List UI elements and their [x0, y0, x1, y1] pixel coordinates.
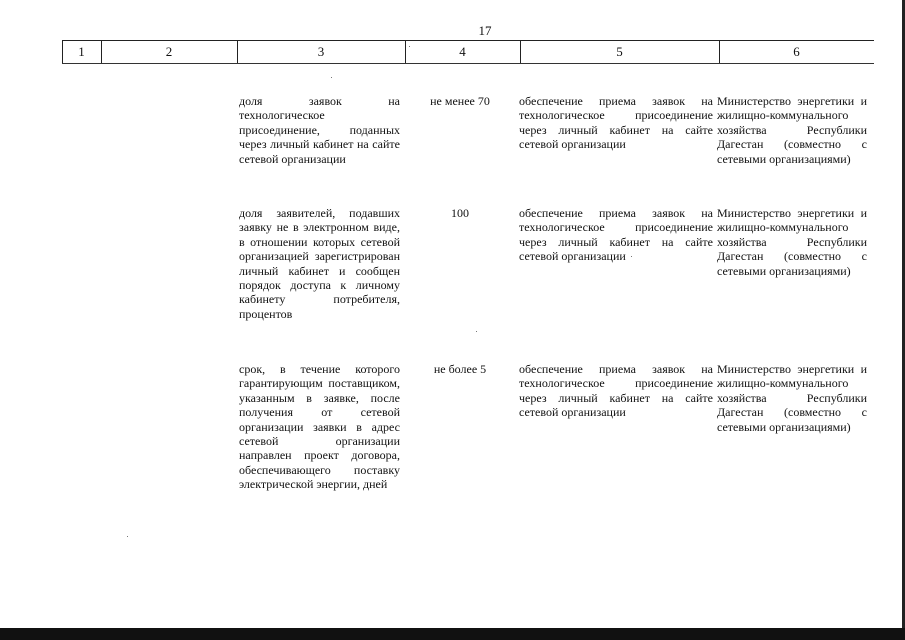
- column-header-5: 5: [616, 44, 623, 59]
- row-1-responsible: Министерство энергетики и жилищно-коммунального хозяйства Республики Дагестан (совместно с сетевыми организациями): [717, 94, 867, 166]
- row-2-responsible: Министерство энергетики и жилищно-коммунального хозяйства Республики Дагестан (совместно с сетевыми организациями): [717, 206, 867, 278]
- scan-speck: [127, 536, 128, 537]
- row-2-measure: обеспечение приема заявок на технологическое присоединение через личный кабинет на сайте сетевой организации: [519, 206, 713, 264]
- column-header-2: 2: [165, 44, 173, 59]
- page-number: 17: [478, 23, 492, 38]
- row-2-value: 100: [451, 206, 469, 220]
- scan-speck: [409, 46, 410, 47]
- row-1-value: не менее 70: [430, 94, 490, 108]
- row-3-indicator: срок, в течение которого гарантирующим поставщиком, указанным в заявке, после получения от сетевой организации заявки в адрес сетевой организации направлен проект договора, обеспечивающего поставку электрической энергии, дней: [239, 362, 400, 492]
- row-2-indicator: доля заявителей, подавших заявку не в электронном виде, в отношении которых сетевой организацией зарегистрирован личный кабинет и сообщен порядок доступа к личному кабинету потребителя, процентов: [239, 206, 400, 321]
- row-3-responsible: Министерство энергетики и жилищно-коммунального хозяйства Республики Дагестан (совместно с сетевыми организациями): [717, 362, 867, 434]
- row-1-indicator: доля заявок на технологическое присоединение, поданных через личный кабинет на сайте сетевой организации: [239, 94, 400, 166]
- column-header-4: 4: [459, 44, 466, 59]
- table-header-top-border: [62, 40, 874, 41]
- scan-speck: [631, 256, 632, 257]
- column-header-3: 3: [317, 44, 325, 59]
- scan-speck: [331, 77, 332, 78]
- row-3-value: не более 5: [433, 362, 487, 376]
- row-1-measure: обеспечение приема заявок на технологическое присоединение через личный кабинет на сайте сетевой организации: [519, 94, 713, 152]
- scan-speck: [476, 331, 477, 332]
- column-header-1: 1: [78, 44, 85, 59]
- column-header-6: 6: [793, 44, 800, 59]
- row-3-measure: обеспечение приема заявок на технологическое присоединение через личный кабинет на сайте сетевой организации: [519, 362, 713, 420]
- table-header-bottom-border: [62, 63, 874, 64]
- scan-bottom-band: [0, 628, 905, 640]
